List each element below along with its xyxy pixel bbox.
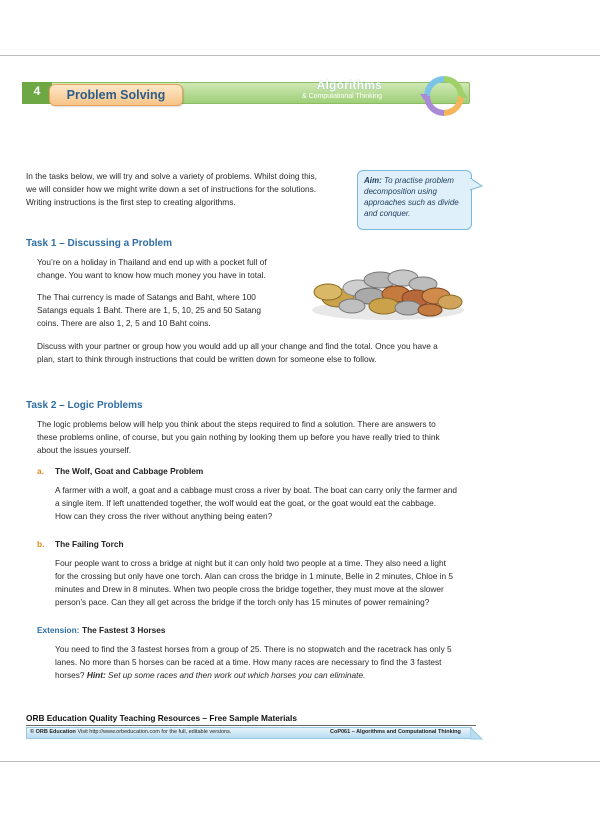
header-subtitle: & Computational Thinking	[301, 93, 382, 100]
problem-b-title: The Failing Torch	[55, 539, 124, 549]
task1-para2-line2: Satangs equals 1 Baht. There are 1, 5, 10, 25 and 50 Satang	[37, 305, 262, 315]
intro-line-1: In the tasks below, we will try and solve a variety of problems. Whilst doing this,	[26, 171, 317, 181]
page-number: 4	[33, 84, 41, 98]
aim-line-4: and conquer.	[364, 209, 411, 218]
task1-para2-line3: coins. There are also 1, 2, 5 and 10 Baht coins.	[37, 318, 211, 328]
task1-para1-line1: You’re on a holiday in Thailand and end up with a pocket full of	[37, 257, 267, 267]
aim-line-3: approaches such as divide	[364, 198, 459, 207]
callout-pointer	[470, 178, 484, 192]
footer-title: ORB Education Quality Teaching Resources – Free Sample Materials	[26, 713, 297, 723]
problem-a-line1: A farmer with a wolf, a goat and a cabbage must cross a river by boat. The boat can carry only the farmer and	[55, 485, 457, 495]
task1-para3-line1: Discuss with your partner or group how you would add up all your change and find the total. Once you have a	[37, 341, 438, 351]
extension-line3	[55, 669, 365, 682]
footer-copyright: © ORB Education	[30, 729, 76, 735]
coins-image	[308, 262, 466, 322]
task1-para1-line2: change. You want to know how much money you have in total.	[37, 270, 266, 280]
extension-title: The Fastest 3 Horses	[82, 625, 166, 635]
task1-heading: Task 1 – Discussing a Problem	[26, 238, 172, 249]
intro-line-2: we will consider how we might write down a set of instructions for the solutions.	[26, 184, 317, 194]
footer-right: CoP061 – Algorithms and Computational Thinking	[330, 729, 461, 735]
footer-left	[30, 729, 231, 735]
aim-line-2: decomposition using	[364, 187, 437, 196]
cycle-arrows-icon	[420, 72, 468, 120]
task2-intro-line2: these problems online, of course, but you gain nothing by looking them up before you have really tried to think	[37, 432, 440, 442]
problem-a-line2: a single item. If left unattended together, the wolf would eat the goat, or the goat would eat the cabbage.	[55, 498, 436, 508]
footer-arrow-icon	[470, 727, 484, 741]
task1-para2-line1: The Thai currency is made of Satangs and Baht, where 100	[37, 292, 256, 302]
aim-callout	[357, 170, 472, 230]
task1-para3-line2: plan, start to think through instructions that could be written down for someone else to follow.	[37, 354, 377, 364]
task2-intro-line1: The logic problems below will help you think about the steps required to find a solution. There are answers to	[37, 419, 436, 429]
problem-a-line3: How can they cross the river without anything being eaten?	[55, 511, 273, 521]
problem-b-line1: Four people want to cross a bridge at night but it can only hold two people at a time. They also need a light	[55, 558, 446, 568]
hint-label: Hint:	[86, 670, 106, 680]
aim-label: Aim:	[364, 176, 382, 185]
intro-line-3: Writing instructions is the first step to creating algorithms.	[26, 197, 236, 207]
problem-b-line2: for the crossing but only have one torch. Alan can cross the bridge in 1 minute, Belle in 2 minutes, Chloe in 5	[55, 571, 454, 581]
problem-b-line4: person’s pace. Can they all get across the bridge if the torch only has 15 minutes of power remaining?	[55, 597, 430, 607]
extension-line2: lanes. No more than 5 horses can be raced at a time. How many races are necessary to find the 3 fastest	[55, 657, 442, 667]
task2-intro-line3: about the issues yourself.	[37, 445, 132, 455]
hint-text: Set up some races and then work out which horses you can eliminate.	[105, 670, 366, 680]
problem-a-letter: a.	[37, 466, 44, 476]
extension-label: Extension:	[37, 625, 80, 635]
problem-b-letter: b.	[37, 539, 45, 549]
extension-line1: You need to find the 3 fastest horses from a group of 25. There is no stopwatch and the racetrack has only 5	[55, 644, 452, 654]
problem-b-line3: minutes and Drew in 8 minutes. When two people cross the bridge together, they must move at the slower	[55, 584, 444, 594]
header-title: Algorithms	[316, 78, 382, 92]
footer-divider	[26, 725, 476, 726]
section-title: Problem Solving	[49, 84, 183, 106]
footer-visit-text: Visit http://www.orbeducation.com for the full, editable versions.	[75, 729, 232, 735]
problem-a-title: The Wolf, Goat and Cabbage Problem	[55, 466, 204, 476]
aim-line-1: To practise problem	[381, 176, 454, 185]
task2-heading: Task 2 – Logic Problems	[26, 400, 143, 411]
extension-line3-text: horses?	[55, 670, 87, 680]
